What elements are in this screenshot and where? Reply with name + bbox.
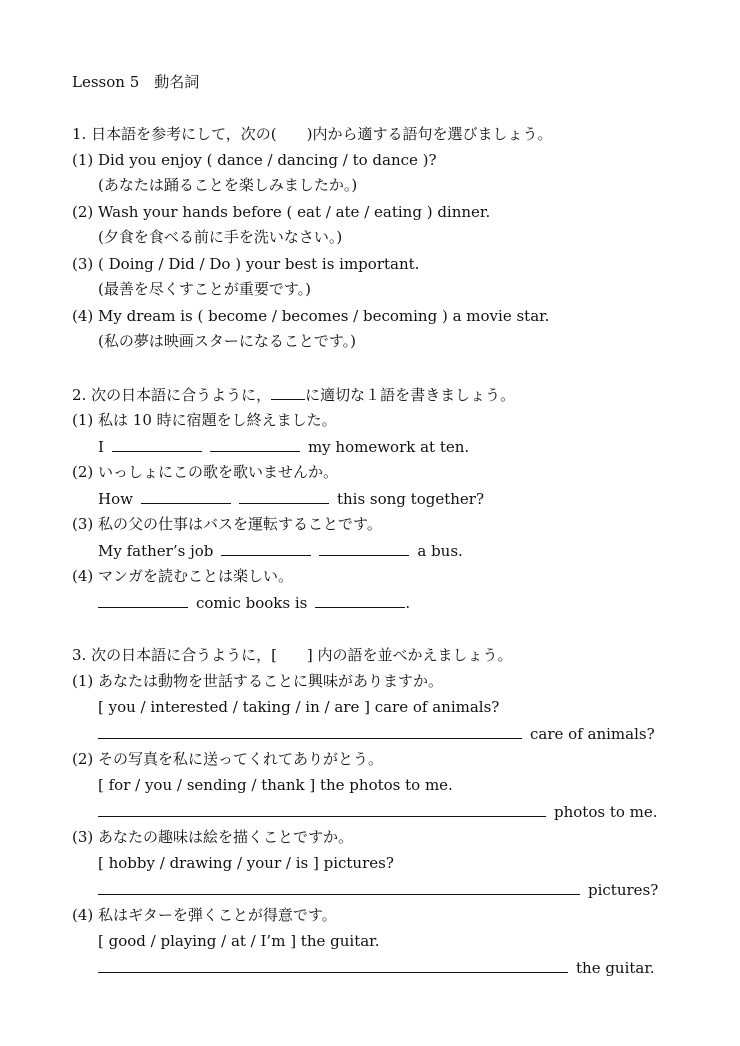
s1-q4-english	[72, 306, 549, 326]
section3-heading: 3. 次の日本語に合うように，[ ] 内の語を並べかえましょう。	[72, 646, 513, 664]
s3-q1-answer-line: care of animals?	[98, 723, 655, 744]
answer-blank[interactable]	[98, 957, 568, 973]
s3-q4-answer-line: the guitar.	[98, 957, 655, 978]
s3-q2-answer-line: photos to me.	[98, 801, 658, 822]
question-number: (3)	[72, 255, 94, 273]
s3-q1-japanese: (1) あなたは動物を世話することに興味がありますか。	[72, 672, 444, 690]
s1-q1-japanese: (あなたは踊ることを楽しみましたか。)	[98, 176, 358, 194]
s2-q1-japanese: (1) 私は 10 時に宿題をし終えました。	[72, 411, 337, 429]
section1-heading: 1. 日本語を参考にして，次の( )内から適する語句を選びましょう。	[72, 125, 553, 143]
s3-q4-words: [ good / playing / at / I’m ] the guitar.	[98, 932, 380, 950]
s1-q3-japanese: (最善を尽くすことが重要です。)	[98, 280, 312, 298]
s1-q3-english	[72, 254, 419, 274]
question-text: ( Doing / Did / Do ) your best is important.	[98, 255, 420, 273]
answer-blank[interactable]	[210, 436, 300, 452]
answer-blank[interactable]	[221, 540, 311, 556]
s3-q3-words: [ hobby / drawing / your / is ] pictures?	[98, 854, 394, 872]
question-number: (4)	[72, 307, 94, 325]
answer-blank[interactable]	[319, 540, 409, 556]
s2-q4-japanese: (4) マンガを読むことは楽しい。	[72, 567, 294, 585]
section2-heading: 2. 次の日本語に合うように， に適切な１語を書きましょう。	[72, 386, 516, 404]
question-text: Did you enjoy ( dance / dancing / to dance )?	[98, 151, 437, 169]
s3-q3-answer-line: pictures?	[98, 879, 658, 900]
answer-blank[interactable]	[98, 879, 580, 895]
lesson-title: Lesson 5 動名詞	[72, 73, 200, 91]
answer-blank[interactable]	[315, 592, 405, 608]
s3-q3-japanese: (3) あなたの趣味は絵を描くことですか。	[72, 828, 354, 846]
s2-q4-answer-line: comic books is .	[98, 592, 410, 613]
s3-q2-words: [ for / you / sending / thank ] the photos to me.	[98, 776, 453, 794]
answer-blank[interactable]	[112, 436, 202, 452]
answer-blank[interactable]	[98, 723, 522, 739]
blank-marker	[271, 384, 305, 400]
s2-q1-answer-line: I my homework at ten.	[98, 438, 470, 456]
question-text: Wash your hands before ( eat / ate / eating ) dinner.	[98, 203, 491, 221]
s1-q4-japanese: (私の夢は映画スターになることです。)	[98, 332, 357, 350]
question-number: (2)	[72, 203, 94, 221]
s1-q2-english	[72, 202, 490, 222]
s3-q4-japanese: (4) 私はギターを弾くことが得意です。	[72, 906, 337, 924]
s2-q2-answer-line: How this song together?	[98, 490, 484, 508]
s1-q1-english	[72, 150, 437, 170]
answer-blank[interactable]	[141, 488, 231, 504]
question-number: (1)	[72, 151, 94, 169]
s3-q1-words: [ you / interested / taking / in / are ] care of animals?	[98, 698, 500, 716]
answer-blank[interactable]	[239, 488, 329, 504]
answer-blank[interactable]	[98, 801, 546, 817]
s2-q2-japanese: (2) いっしょにこの歌を歌いませんか。	[72, 463, 339, 481]
answer-blank[interactable]	[98, 592, 188, 608]
question-text: My dream is ( become / becomes / becoming ) a movie star.	[98, 307, 550, 325]
s3-q2-japanese: (2) その写真を私に送ってくれてありがとう。	[72, 750, 384, 768]
s2-q3-answer-line: My father’s job a bus.	[98, 542, 463, 560]
s2-q3-japanese: (3) 私の父の仕事はバスを運転することです。	[72, 515, 382, 533]
s1-q2-japanese: (夕食を食べる前に手を洗いなさい。)	[98, 228, 343, 246]
